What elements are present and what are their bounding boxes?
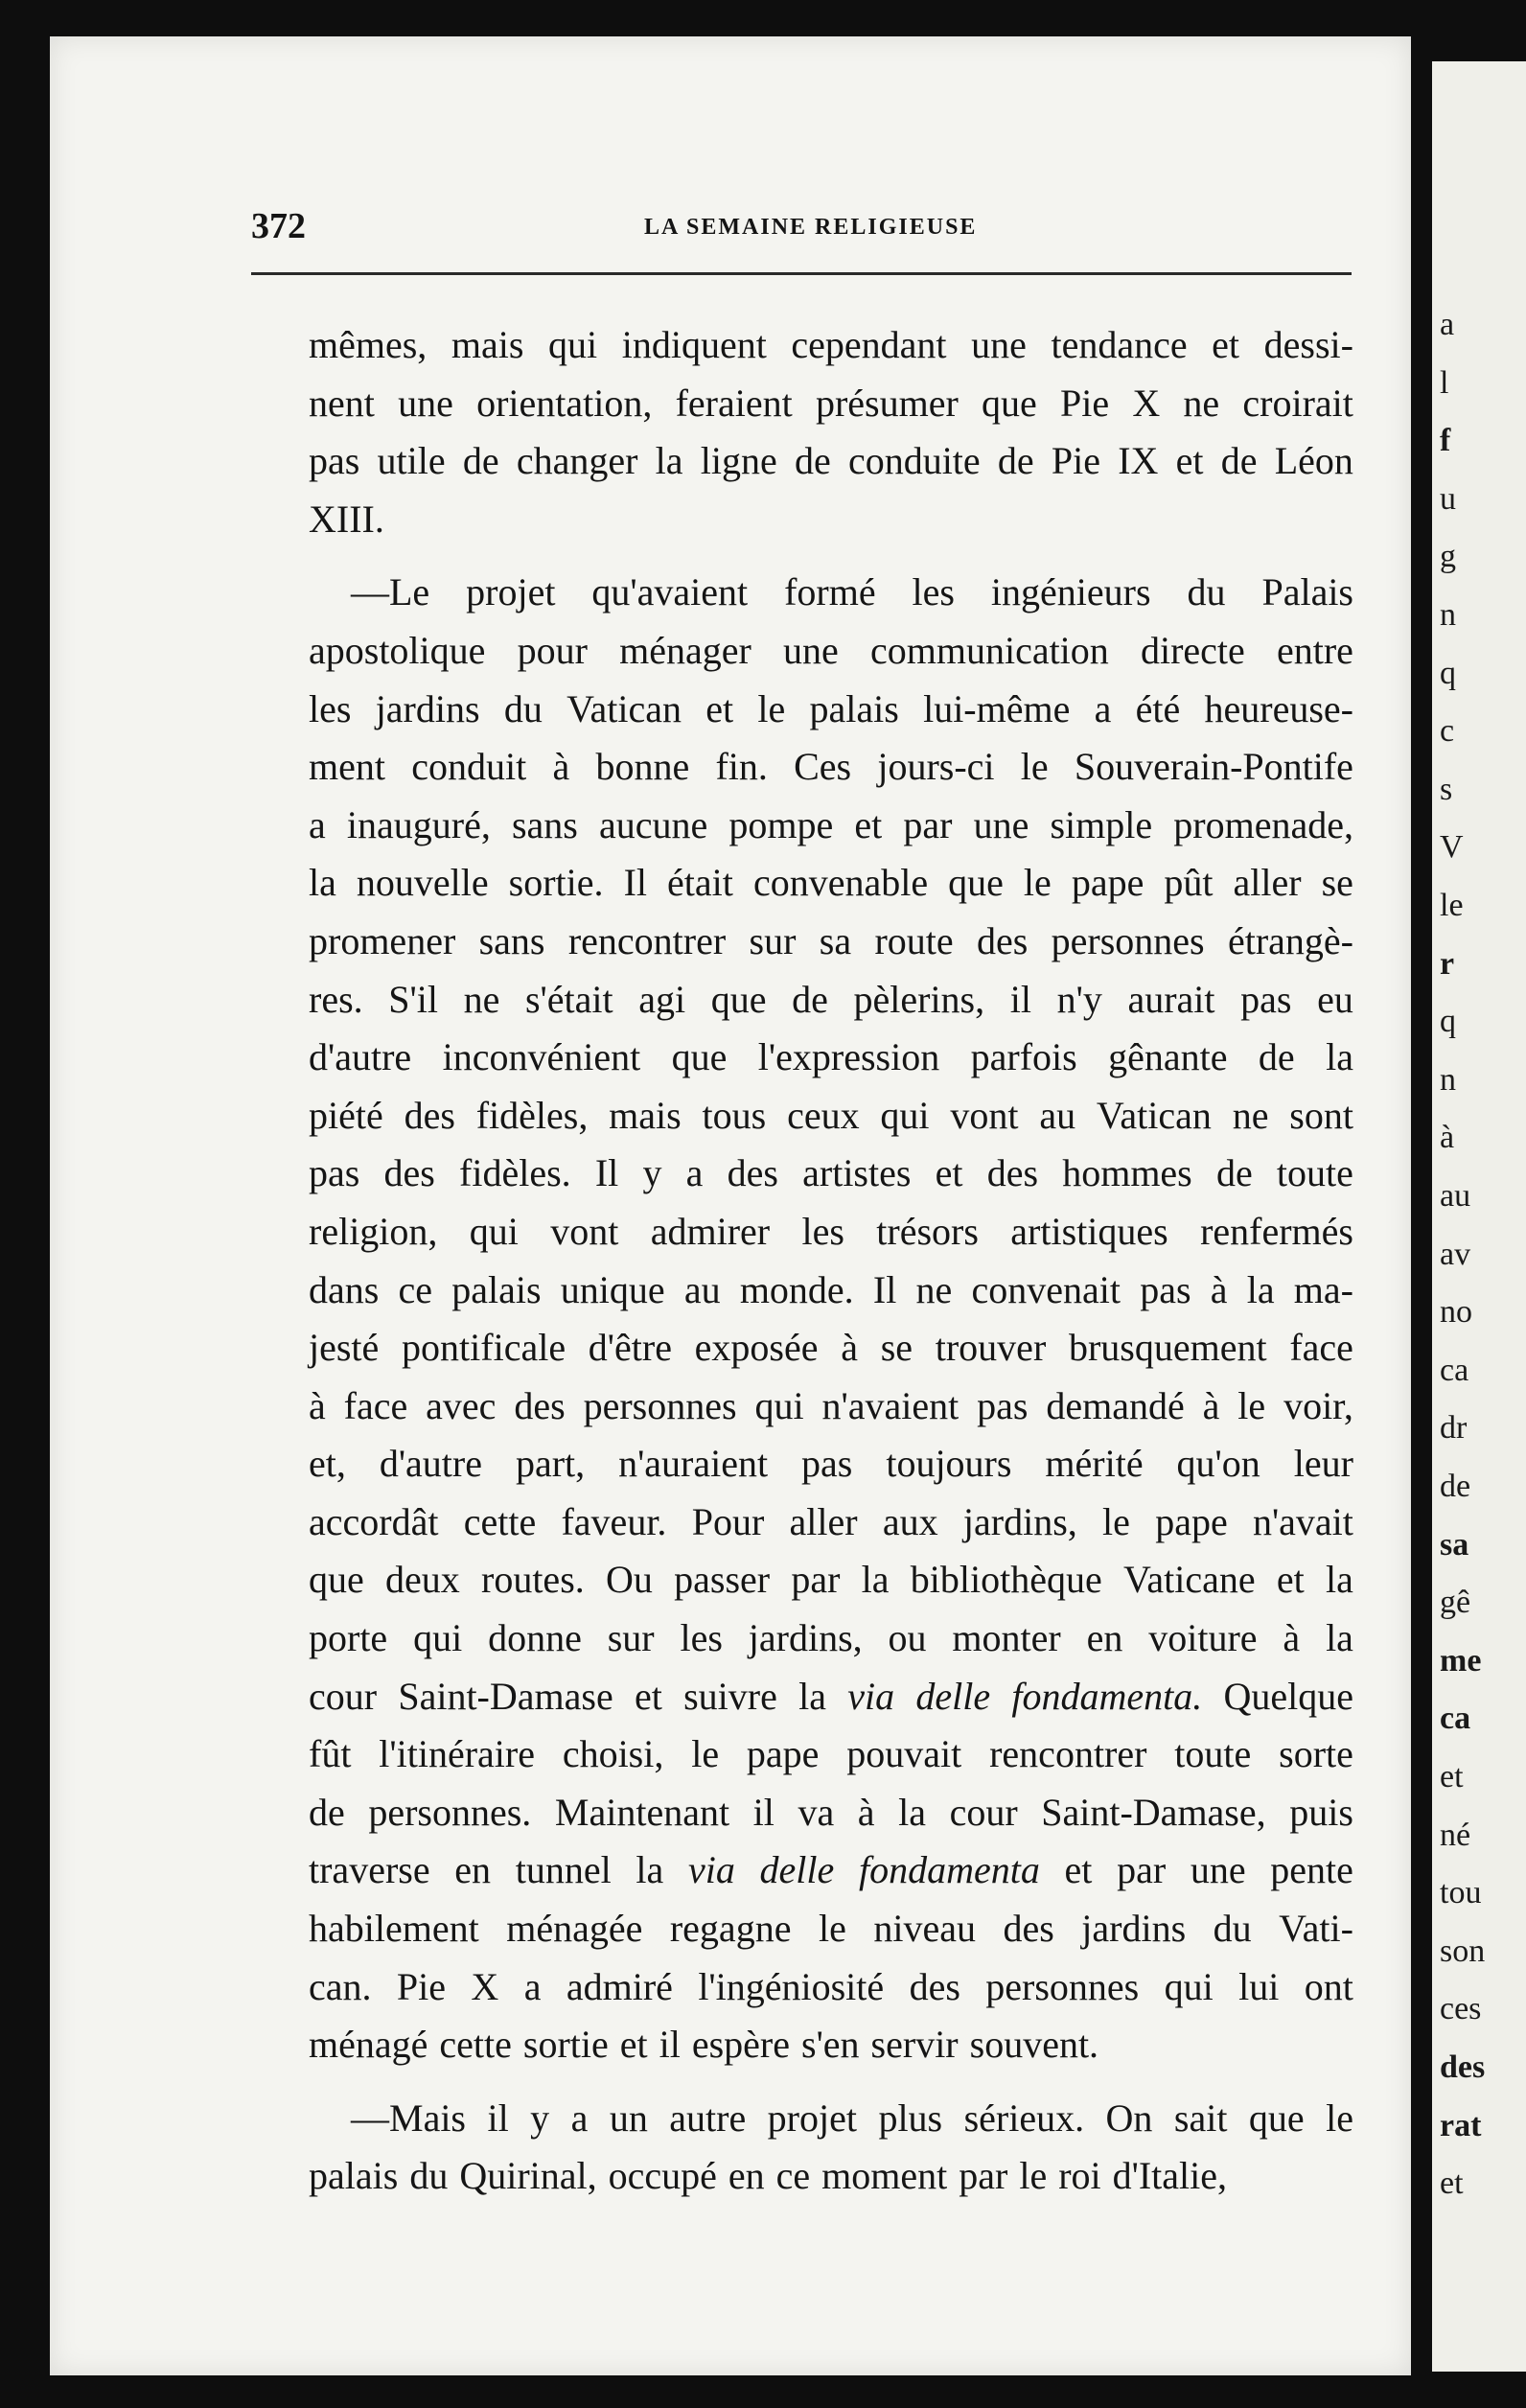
adjacent-page-fragment: V	[1440, 829, 1464, 866]
adjacent-page-fragment: av	[1440, 1236, 1471, 1272]
running-title: LA SEMAINE RELIGIEUSE	[644, 215, 978, 240]
text-line: porte qui donne sur les jardins, ou monter en voiture à la	[309, 1616, 1353, 1660]
adjacent-page-fragment: ca	[1440, 1352, 1469, 1388]
text-line: nent une orientation, feraient présumer que Pie X ne croirait	[309, 381, 1353, 425]
text-line: fût l'itinéraire choisi, le pape pouvait rencontrer toute sorte	[309, 1732, 1353, 1776]
adjacent-page-fragment: u	[1440, 480, 1456, 517]
adjacent-page-edge	[1432, 61, 1526, 2372]
adjacent-page-fragment: à	[1440, 1120, 1455, 1156]
adjacent-page-fragment: f	[1440, 423, 1451, 459]
text-line: et, d'autre part, n'auraient pas toujours mérité qu'on leur	[309, 1442, 1353, 1486]
text-line: pas utile de changer la ligne de conduite de Pie IX et de Léon	[309, 439, 1353, 483]
adjacent-page-fragment: c	[1440, 713, 1455, 750]
paragraph	[309, 316, 1353, 548]
text-line: a inauguré, sans aucune pompe et par une simple promenade,	[309, 802, 1353, 846]
text-line: religion, qui vont admirer les trésors artistiques renfermés	[309, 1209, 1353, 1253]
text-line: jesté pontificale d'être exposée à se trouver brusquement face	[309, 1326, 1353, 1370]
adjacent-page-fragment: et	[1440, 1759, 1464, 1794]
adjacent-page-fragment: de	[1440, 1469, 1471, 1504]
adjacent-page-fragment: q	[1440, 655, 1456, 691]
adjacent-page-fragment: n	[1440, 1061, 1456, 1098]
text-line: habilement ménagée regagne le niveau des jardins du Vati-	[309, 1907, 1353, 1951]
text-line: de personnes. Maintenant il va à la cour Saint-Damase, puis	[309, 1790, 1353, 1834]
adjacent-page-fragment: gê	[1440, 1585, 1471, 1621]
adjacent-page-fragment: g	[1440, 539, 1456, 575]
text-line: promener sans rencontrer sur sa route des personnes étrangè-	[309, 918, 1353, 962]
adjacent-page-fragment: et	[1440, 2165, 1464, 2202]
adjacent-page-fragment: l	[1440, 364, 1449, 401]
text-line: ment conduit à bonne fin. Ces jours-ci le Souverain-Pontife	[309, 745, 1353, 789]
adjacent-page-fragment: des	[1440, 2049, 1486, 2085]
paragraph-gap	[309, 548, 1353, 564]
adjacent-page-fragment: tou	[1440, 1875, 1482, 1911]
adjacent-page-fragment: no	[1440, 1294, 1472, 1331]
text-line: palais du Quirinal, occupé en ce moment par le roi d'Italie,	[309, 2154, 1228, 2198]
text-line: ménagé cette sortie et il espère s'en servir souvent.	[309, 2023, 1099, 2067]
adjacent-page-fragment: né	[1440, 1817, 1471, 1853]
text-line: pas des fidèles. Il y a des artistes et des hommes de toute	[309, 1151, 1353, 1195]
adjacent-page-fragment: son	[1440, 1933, 1486, 1969]
text-line: traverse en tunnel la via delle fondamenta et par une pente	[309, 1848, 1353, 1892]
text-line: cour Saint-Damase et suivre la via delle fondamenta. Quelque	[309, 1674, 1353, 1718]
adjacent-page-fragment: le	[1440, 888, 1464, 923]
adjacent-page-fragment: au	[1440, 1178, 1471, 1214]
body-text	[309, 316, 1353, 2206]
text-line: XIII.	[309, 497, 384, 541]
text-line: piété des fidèles, mais tous ceux qui vont au Vatican ne sont	[309, 1093, 1353, 1137]
text-line: accordât cette faveur. Pour aller aux jardins, le pape n'avait	[309, 1499, 1353, 1543]
paragraph	[309, 564, 1353, 2073]
paragraph	[309, 2090, 1353, 2206]
header-rule	[251, 272, 1352, 275]
text-line: la nouvelle sortie. Il était convenable que le pape pût aller se	[309, 861, 1353, 905]
adjacent-page-fragment: n	[1440, 597, 1456, 633]
paragraph-gap	[309, 2074, 1353, 2090]
adjacent-page-fragment: dr	[1440, 1410, 1468, 1447]
adjacent-page-fragment: ca	[1440, 1701, 1471, 1737]
adjacent-page-fragment: rat	[1440, 2107, 1482, 2143]
adjacent-page-fragment: sa	[1440, 1526, 1469, 1563]
page-header	[251, 199, 1352, 249]
adjacent-page-fragment: ces	[1440, 1991, 1482, 2027]
text-line: res. S'il ne s'était agi que de pèlerins, il n'y aurait pas eu	[309, 977, 1353, 1021]
adjacent-page-fragment: a	[1440, 307, 1455, 342]
adjacent-page-fragment: r	[1440, 945, 1455, 982]
adjacent-page-fragment: q	[1440, 1004, 1456, 1040]
text-line: can. Pie X a admiré l'ingéniosité des personnes qui lui ont	[309, 1964, 1353, 2008]
text-line: d'autre inconvénient que l'expression parfois gênante de la	[309, 1035, 1353, 1079]
page-number: 372	[251, 206, 306, 246]
text-line: —Le projet qu'avaient formé les ingénieurs du Palais	[351, 570, 1353, 614]
text-line: que deux routes. Ou passer par la bibliothèque Vaticane et la	[309, 1558, 1353, 1602]
text-line: les jardins du Vatican et le palais lui-même a été heureuse-	[309, 686, 1353, 730]
text-line: à face avec des personnes qui n'avaient pas demandé à le voir,	[309, 1383, 1353, 1427]
adjacent-page-fragment: me	[1440, 1642, 1482, 1679]
text-line: —Mais il y a un autre projet plus sérieux. On sait que le	[351, 2095, 1353, 2140]
adjacent-page-fragment: s	[1440, 771, 1453, 807]
text-line: dans ce palais unique au monde. Il ne convenait pas à la ma-	[309, 1267, 1353, 1311]
text-line: mêmes, mais qui indiquent cependant une tendance et dessi-	[309, 323, 1353, 366]
text-line: apostolique pour ménager une communication directe entre	[309, 628, 1353, 672]
